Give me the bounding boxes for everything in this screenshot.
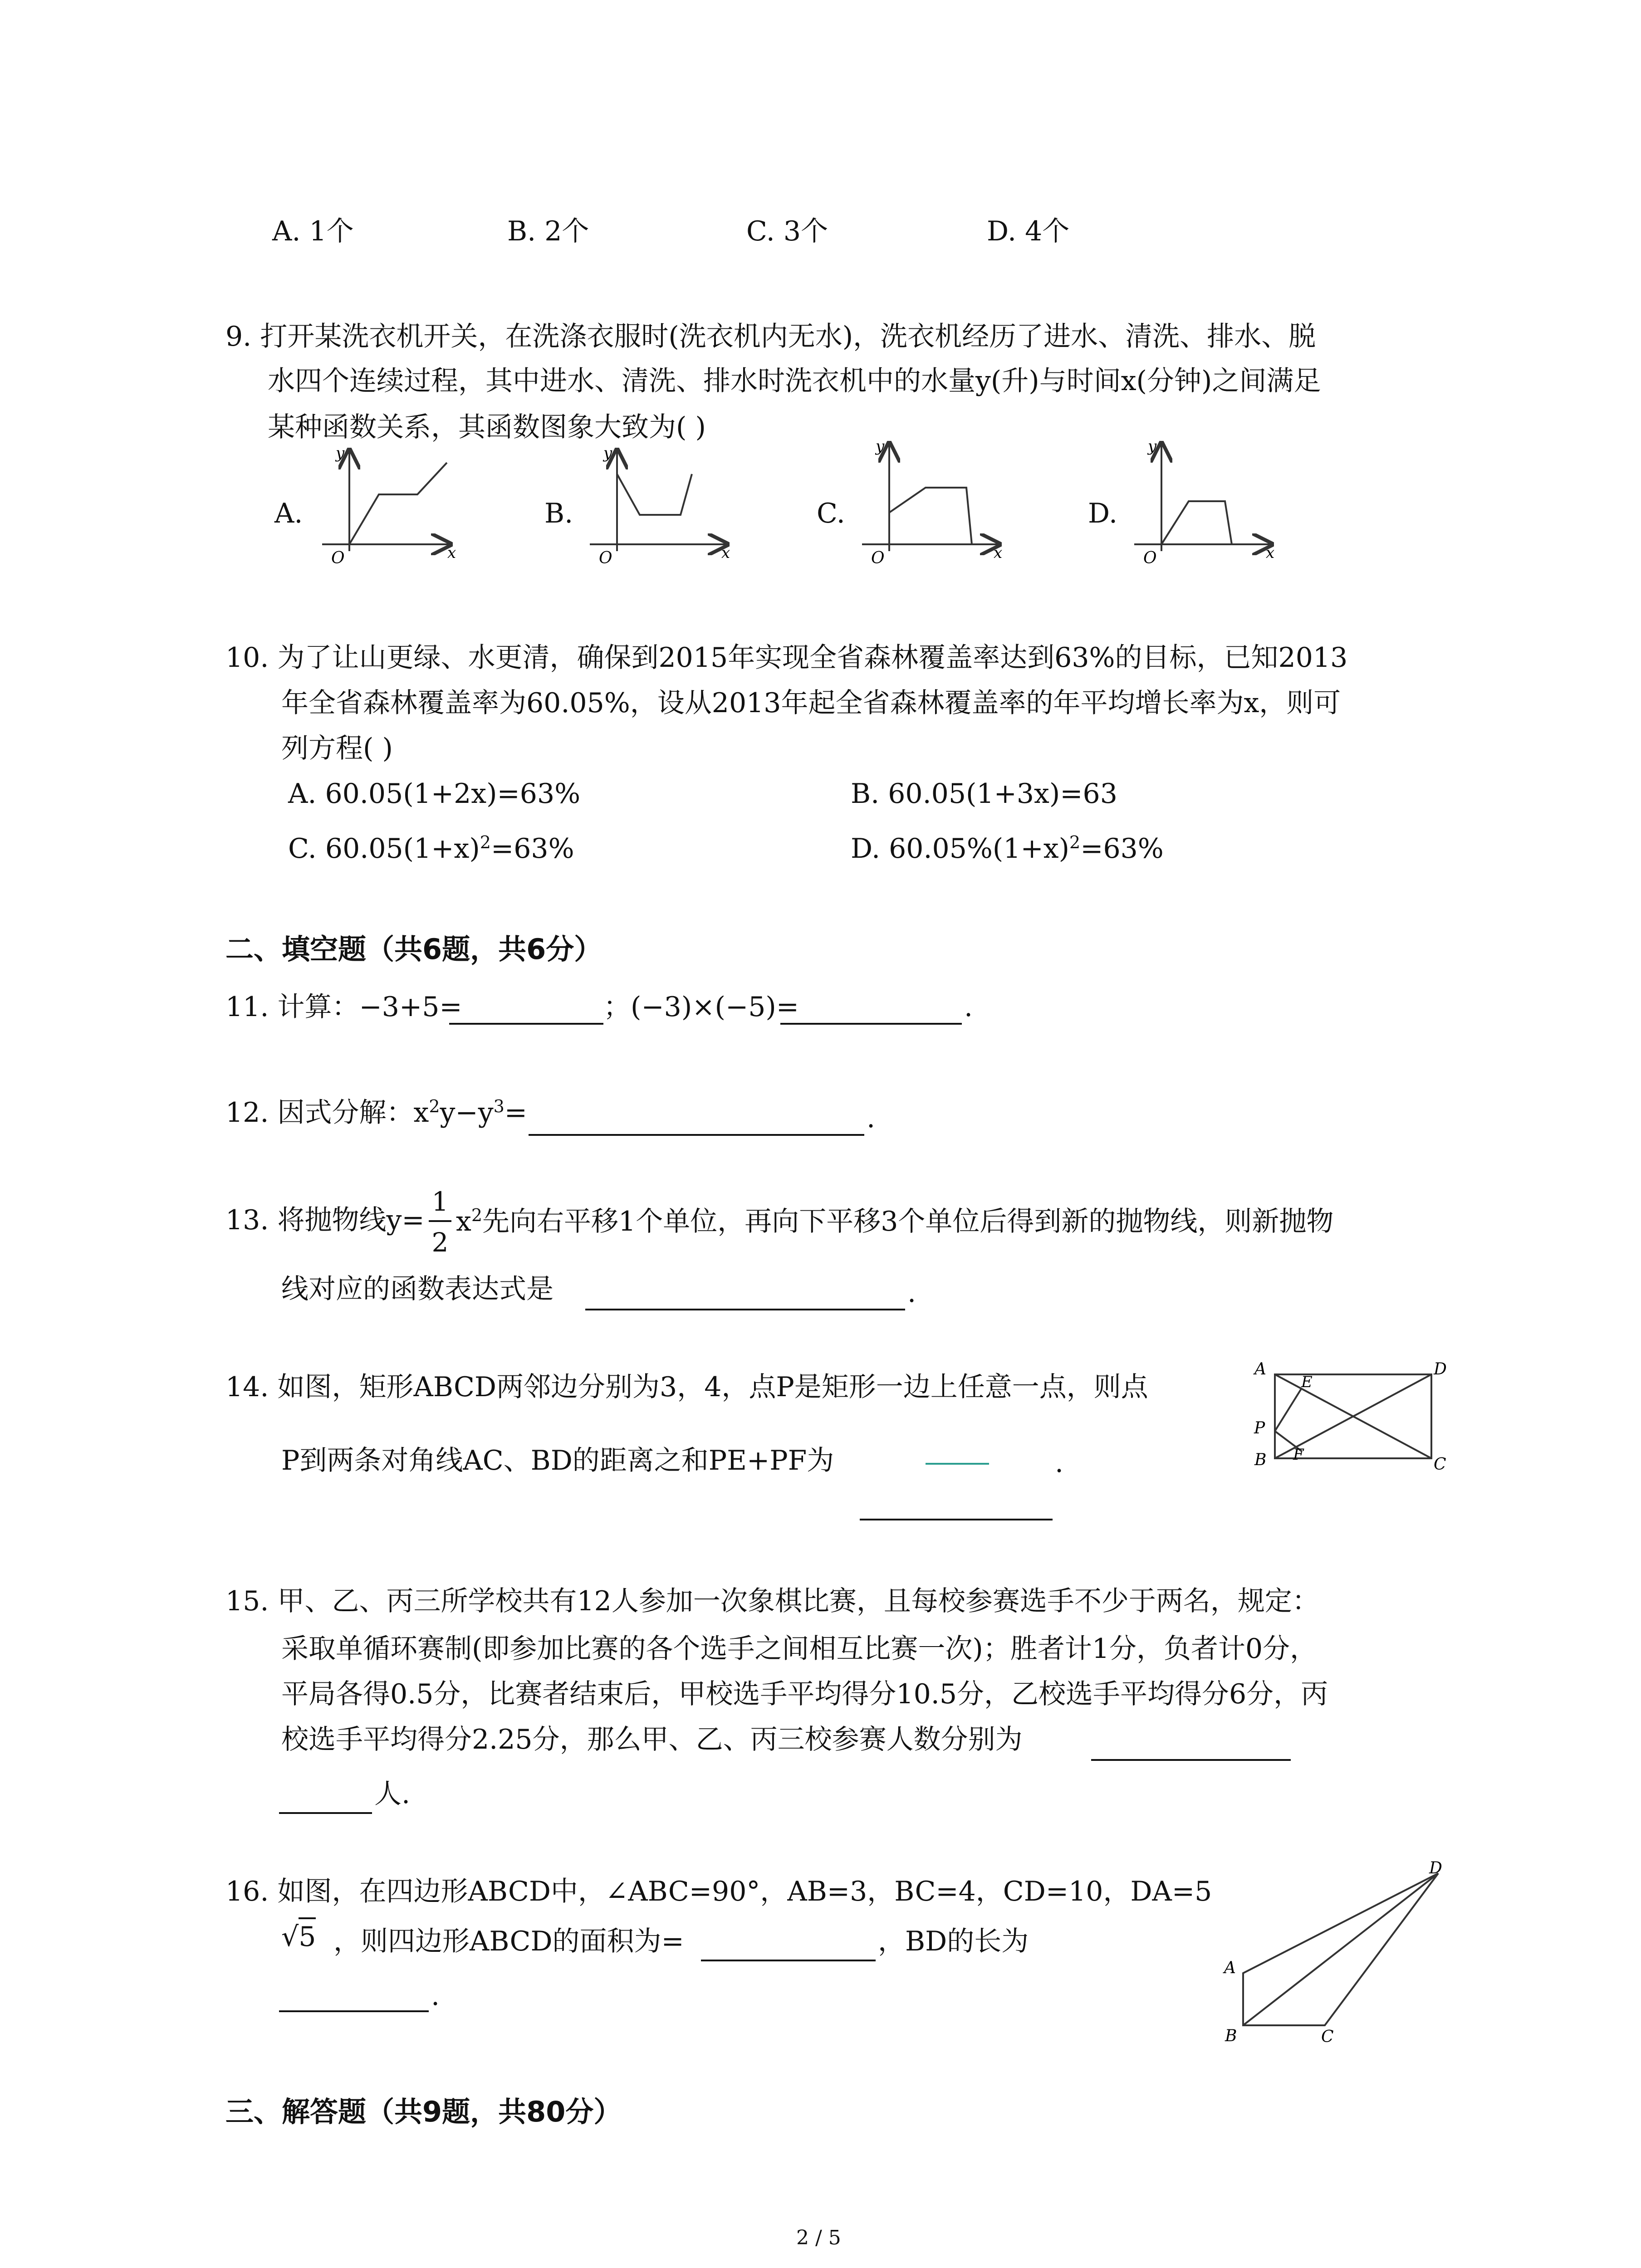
q14-end: . — [1055, 1447, 1064, 1479]
q15-blank-2[interactable] — [279, 1812, 372, 1814]
q14-answer-line — [926, 1463, 989, 1465]
q16-label-a: A — [1224, 1959, 1236, 1977]
q10-option-d-base: D. 60.05%(1+x) — [851, 833, 1069, 865]
q14-blank[interactable] — [860, 1519, 1053, 1520]
q12-blank[interactable] — [529, 1134, 864, 1136]
q8-option-b: B. 2个 — [507, 215, 589, 247]
q10-option-b: B. 60.05(1+3x)=63 — [851, 778, 1117, 810]
q15-line-3: 平局各得0.5分，比赛者结束后，甲校选手平均得分10.5分，乙校选手平均得分6分，丙 — [281, 1678, 1328, 1710]
q13-text: 先向右平移1个单位，再向下平移3个单位后得到新的抛物线，则新抛物 — [482, 1206, 1334, 1237]
q10-option-c — [288, 832, 574, 865]
q16-blank-bd[interactable] — [279, 2010, 429, 2012]
q9-graph-d-origin-label: O — [1143, 549, 1157, 567]
q9-graph-c-x-label: x — [994, 544, 1003, 562]
q9-graph-b — [585, 445, 735, 581]
q14-label-p: P — [1254, 1419, 1265, 1437]
q13-blank[interactable] — [585, 1309, 905, 1310]
q15-line-2: 采取单循环赛制(即参加比赛的各个选手之间相互比赛一次)；胜者计1分，负者计0分， — [281, 1633, 1318, 1665]
q16-line-1: 16. 如图，在四边形ABCD中，∠ABC=90°，AB=3，BC=4，CD=10，DA=5 — [225, 1876, 1212, 1907]
q10-option-c-base: C. 60.05(1+x) — [288, 833, 480, 865]
q16-end: . — [431, 1980, 440, 2012]
q10-line-1: 10. 为了让山更绿、水更清，确保到2015年实现全省森林覆盖率达到63%的目标，已知2013 — [225, 642, 1348, 674]
q16-label-b: B — [1225, 2027, 1237, 2045]
q9-graph-d — [1130, 435, 1279, 581]
q14-rectangle-figure — [1248, 1356, 1456, 1479]
q11-end: . — [964, 991, 973, 1023]
q14-line-2: P到两条对角线AC、BD的距离之和PE+PF为 — [281, 1445, 834, 1476]
q9-line-1: 9. 打开某洗衣机开关，在洗涤衣服时(洗衣机内无水)，洗衣机经历了进水、清洗、排水、脱 — [225, 321, 1316, 352]
q13-rest — [456, 1207, 1333, 1235]
q14-label-c: C — [1434, 1455, 1446, 1474]
q13-variable: x — [456, 1206, 471, 1237]
q9-graph-c-y-label: y — [876, 437, 885, 455]
q13-fraction-bar — [429, 1220, 451, 1222]
q9-graph-a-x-label: x — [447, 544, 456, 562]
q13-exponent: 2 — [471, 1205, 483, 1225]
q9-graph-d-y-label: y — [1148, 437, 1157, 455]
q9-graph-c — [857, 435, 1007, 581]
q12-expression — [225, 1096, 528, 1129]
q16-quadrilateral-figure — [1216, 1860, 1461, 2046]
q15-line-5: 人. — [374, 1778, 411, 1810]
q9-graph-a-y-label: y — [336, 445, 345, 462]
q11-prefix: 11. 计算：−3+5= — [225, 991, 462, 1023]
q10-option-d-result: =63% — [1080, 833, 1164, 865]
q14-label-b: B — [1254, 1451, 1267, 1469]
q15-line-1: 15. 甲、乙、丙三所学校共有12人参加一次象棋比赛，且每校参赛选手不少于两名，规定： — [225, 1585, 1319, 1617]
q14-label-f: F — [1293, 1446, 1304, 1464]
q16-label-c: C — [1321, 2028, 1334, 2046]
q9-graph-c-origin-label: O — [871, 549, 885, 567]
section-2-heading: 二、填空题（共6题，共6分） — [225, 933, 603, 966]
q9-option-a-label: A. — [274, 498, 303, 529]
q9-option-c-label: C. — [817, 498, 845, 529]
q10-option-c-result: =63% — [490, 833, 574, 865]
q9-graph-b-origin-label: O — [599, 549, 612, 567]
q13-prefix: 13. 将抛物线y= — [225, 1204, 425, 1236]
q8-option-d: D. 4个 — [987, 215, 1070, 247]
q12-equals: = — [504, 1097, 528, 1129]
q14-label-d: D — [1434, 1360, 1447, 1378]
q16-label-d: D — [1429, 1860, 1442, 1877]
q14-label-a: A — [1254, 1360, 1266, 1378]
q8-option-a: A. 1个 — [272, 215, 354, 247]
q16-blank-area[interactable] — [701, 1960, 876, 1961]
q14-line-1: 14. 如图，矩形ABCD两邻边分别为3，4，点P是矩形一边上任意一点，则点 — [225, 1371, 1148, 1403]
q9-line-3: 某种函数关系，其函数图象大致为( ) — [268, 411, 706, 443]
q9-graph-a-origin-label: O — [331, 549, 345, 567]
q11-blank-1[interactable] — [449, 1023, 603, 1025]
q13-end: . — [907, 1277, 916, 1309]
q9-option-d-label: D. — [1088, 498, 1118, 529]
q8-option-c: C. 3个 — [746, 215, 828, 247]
q9-graph-b-y-label: y — [603, 445, 612, 462]
q9-graph-b-x-label: x — [721, 544, 730, 562]
q12-mid: y−y — [440, 1097, 494, 1129]
q15-line-4: 校选手平均得分2.25分，那么甲、乙、丙三校参赛人数分别为 — [281, 1724, 1023, 1755]
q10-option-d-exponent: 2 — [1069, 832, 1081, 852]
q10-option-d — [851, 832, 1164, 865]
q10-line-3: 列方程( ) — [281, 733, 393, 764]
q12-exponent-1: 2 — [429, 1096, 440, 1116]
q13-fraction-numerator: 1 — [431, 1186, 449, 1217]
section-3-heading: 三、解答题（共9题，共80分） — [225, 2095, 622, 2128]
q11-blank-2[interactable] — [780, 1023, 962, 1025]
q12-exponent-2: 3 — [493, 1096, 505, 1116]
q16-line-2-end: ，BD的长为 — [878, 1926, 1029, 1957]
q16-line-2-text: ，则四边形ABCD的面积为= — [333, 1926, 684, 1957]
q13-line-2: 线对应的函数表达式是 — [281, 1273, 554, 1305]
q15-blank-1[interactable] — [1091, 1759, 1291, 1761]
q9-graph-a — [313, 445, 458, 581]
q10-option-a: A. 60.05(1+2x)=63% — [288, 778, 581, 810]
q11-mid: ；(−3)×(−5)= — [603, 991, 799, 1023]
q13-fraction-denominator: 2 — [431, 1227, 449, 1258]
q9-option-b-label: B. — [544, 498, 573, 529]
q10-line-2: 年全省森林覆盖率为60.05%，设从2013年起全省森林覆盖率的年平均增长率为x，则可 — [281, 687, 1341, 719]
q16-sqrt-sign: √ — [281, 1921, 299, 1953]
q12-prefix: 12. 因式分解：x — [225, 1097, 429, 1129]
q10-option-c-exponent: 2 — [480, 832, 491, 852]
q12-end: . — [867, 1102, 876, 1134]
q14-label-e: E — [1301, 1373, 1313, 1391]
q9-line-2: 水四个连续过程，其中进水、清洗、排水时洗衣机中的水量y(升)与时间x(分钟)之间满足 — [268, 365, 1321, 397]
q16-sqrt — [281, 1921, 316, 1953]
q9-graph-d-x-label: x — [1266, 544, 1275, 562]
page-number: 2 / 5 — [796, 2226, 841, 2249]
q16-sqrt-value: 5 — [299, 1917, 316, 1953]
